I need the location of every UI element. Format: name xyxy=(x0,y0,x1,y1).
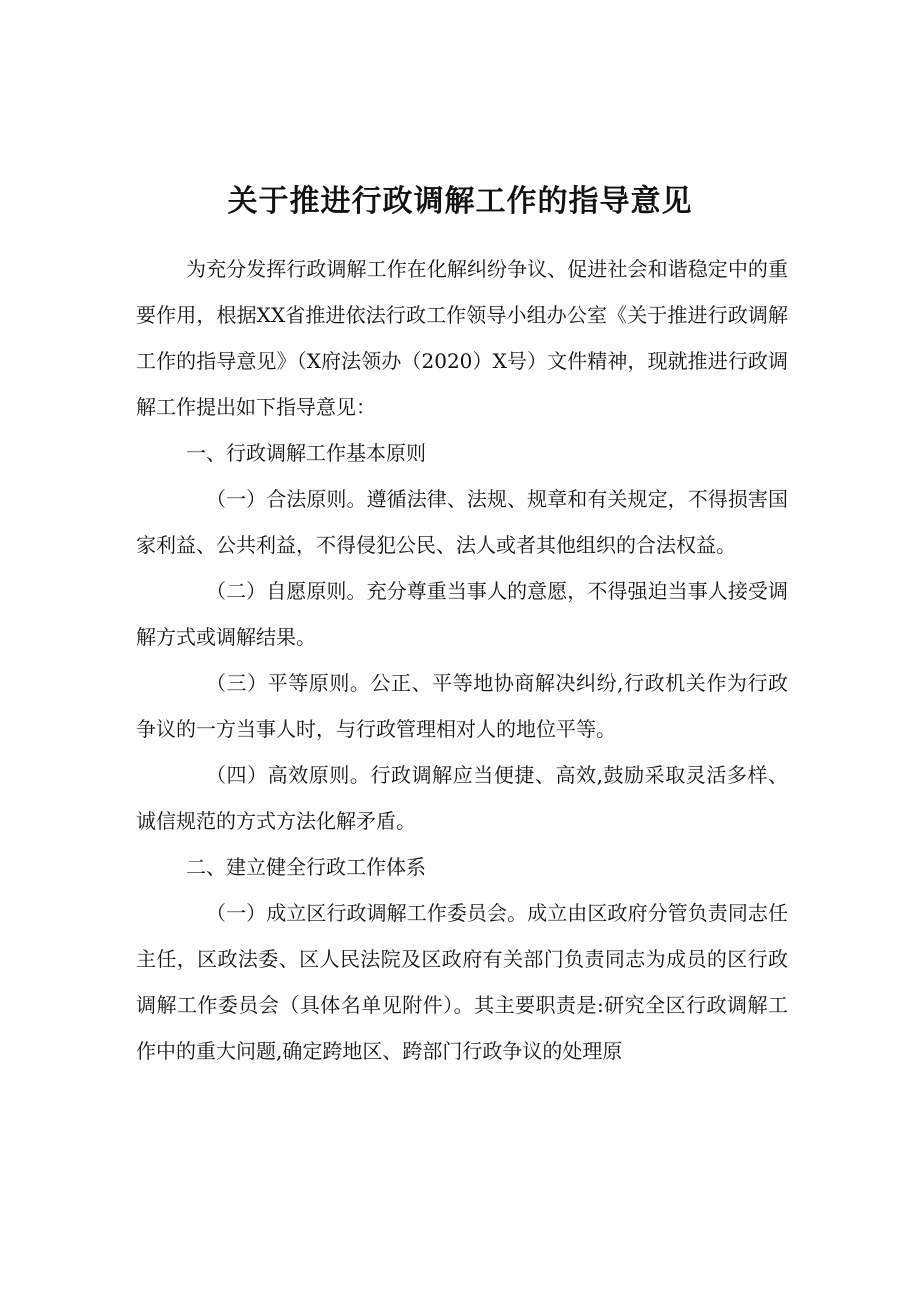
committee-paragraph: （一）成立区行政调解工作委员会。成立由区政府分管负责同志任主任，区政法委、区人民法院及区政府有关部门负责同志为成员的区行政调解工作委员会（具体名单见附件）。其主要职责是:研究全区行政调解工作中的重大问题,确定跨地区、跨部门行政争议的处理原 xyxy=(136,901,788,1063)
document-body xyxy=(136,246,788,1074)
principle-voluntary: （二）自愿原则。充分尊重当事人的意愿，不得强迫当事人接受调解方式或调解结果。 xyxy=(136,579,788,649)
section-heading-2: 二、建立健全行政工作体系 xyxy=(186,855,426,879)
principle-equality: （三）平等原则。公正、平等地协商解决纠纷,行政机关作为行政争议的一方当事人时，与行政管理相对人的地位平等。 xyxy=(136,671,788,741)
principle-legality: （一）合法原则。遵循法律、法规、规章和有关规定，不得损害国家利益、公共利益，不得侵犯公民、法人或者其他组织的合法权益。 xyxy=(136,487,788,557)
section-heading-1: 一、行政调解工作基本原则 xyxy=(186,441,426,465)
document-title: 关于推进行政调解工作的指导意见 xyxy=(227,184,693,219)
intro-paragraph: 为充分发挥行政调解工作在化解纠纷争议、促进社会和谐稳定中的重要作用，根据XX省推进依法行政工作领导小组办公室《关于推进行政调解工作的指导意见》（X府法领办（2020）X号）文件精神，现就推进行政调解工作提出如下指导意见： xyxy=(136,257,788,419)
principle-efficiency: （四）高效原则。行政调解应当便捷、高效,鼓励采取灵活多样、诚信规范的方式方法化解矛盾。 xyxy=(136,763,788,833)
